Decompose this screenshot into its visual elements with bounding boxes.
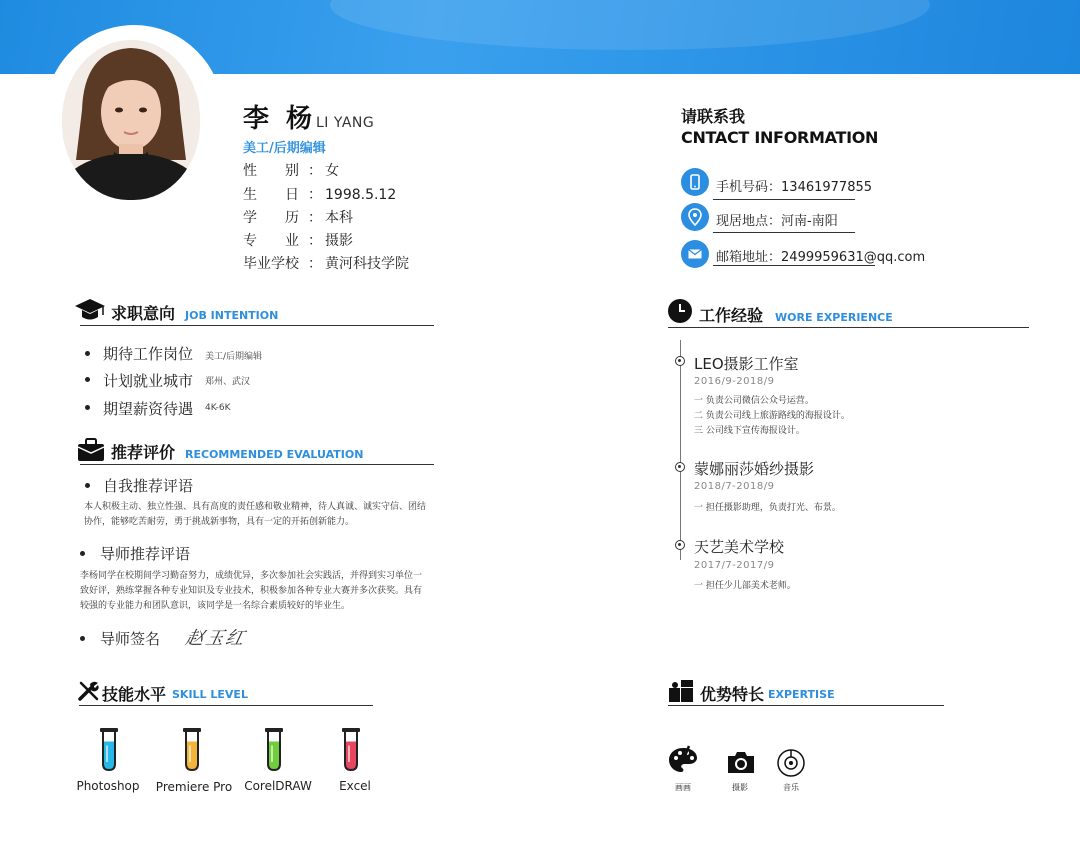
contact-label: 现居地点 [716, 214, 769, 229]
info-label: 性 别 [243, 163, 299, 179]
music-icon [776, 748, 806, 782]
bullet [80, 636, 85, 641]
timeline-line [680, 340, 681, 560]
skills-subtitle: SKILL LEVEL [172, 688, 248, 701]
colon: ： [308, 256, 322, 272]
mentor-eval-text-2: 致好评，熟练掌握各种专业知识及专业技术，积极参加各种专业大赛并多次获奖。具有 [80, 586, 423, 596]
colon: ： [308, 187, 322, 203]
expertise-label: 画画 [675, 783, 691, 792]
skill-level-fill [345, 742, 357, 771]
self-eval-text-2: 协作，能够吃苦耐劳，勇于挑战新事物，具有一定的开拓创新能力。 [84, 517, 355, 527]
info-birthday [243, 184, 396, 204]
info-gender [243, 160, 339, 180]
name: 李 杨 [243, 104, 317, 134]
exp-desc: 一 担任摄影助理，负责打光、布景。 [694, 503, 841, 513]
exp-desc: 三 公司线下宣传海报设计。 [694, 426, 805, 436]
mail-icon [681, 240, 709, 268]
info-education [243, 207, 353, 227]
exp-date: 2018/7-2018/9 [694, 481, 775, 492]
info-label: 毕业学校 [243, 256, 299, 272]
divider [713, 265, 875, 266]
bullet [85, 351, 90, 356]
timeline-dot [675, 462, 685, 472]
signature-title: 导师签名 [100, 630, 161, 648]
skill-label: CorelDRAW [244, 779, 312, 793]
info-school [243, 253, 409, 273]
exp-desc: 二 负责公司线上旅游路线的海报设计。 [694, 411, 850, 421]
clock-icon [667, 298, 693, 328]
skill-level-fill [268, 742, 280, 771]
puzzle-icon [668, 679, 694, 707]
skill-level-fill [186, 742, 198, 771]
bullet [85, 483, 90, 488]
job-item-label: 期待工作岗位 [103, 345, 194, 363]
job-item-value: 郑州、武汉 [205, 377, 251, 387]
exp-desc: 一 担任少儿部美术老师。 [694, 581, 796, 591]
colon: ： [308, 210, 322, 226]
exp-date: 2017/7-2017/9 [694, 560, 775, 571]
tools-icon [78, 680, 100, 706]
info-value: 1998.5.12 [325, 187, 397, 203]
job-intention-subtitle: JOB INTENTION [185, 309, 279, 322]
skill-tube-photoshop [98, 726, 120, 778]
section-divider [668, 705, 944, 706]
job-role: 美工/后期编辑 [243, 141, 326, 156]
bullet [80, 551, 85, 556]
section-divider [80, 464, 434, 465]
info-major [243, 230, 353, 250]
exp-company: LEO摄影工作室 [694, 355, 799, 373]
colon: ： [308, 233, 322, 249]
divider [713, 232, 855, 233]
skill-tube-coreldraw [263, 726, 285, 778]
self-eval-text-1: 本人积极主动、独立性强、具有高度的责任感和敬业精神，待人真诚、诚实守信、团结 [84, 502, 427, 512]
job-item-label: 计划就业城市 [103, 372, 194, 390]
bullet [85, 405, 90, 410]
skill-tube-premiere [181, 726, 203, 778]
self-eval-title: 自我推荐评语 [103, 477, 194, 495]
profile-photo [62, 40, 200, 200]
expertise-subtitle: EXPERTISE [768, 688, 835, 701]
section-divider [79, 705, 373, 706]
info-value: 摄影 [325, 233, 353, 249]
experience-subtitle: WORE EXPERIENCE [775, 311, 893, 324]
skill-label: Photoshop [76, 779, 140, 793]
job-intention-title: 求职意向 [111, 304, 176, 323]
info-label: 专 业 [243, 233, 299, 249]
phone-icon [681, 168, 709, 196]
info-value: 本科 [325, 210, 353, 226]
contact-label: 手机号码 [716, 180, 769, 195]
experience-title: 工作经验 [699, 306, 764, 325]
contact-value: 13461977855 [781, 180, 873, 195]
info-label: 生 日 [243, 187, 299, 203]
section-divider [80, 325, 434, 326]
contact-title: 请联系我 [681, 107, 746, 126]
exp-date: 2016/9-2018/9 [694, 376, 775, 387]
location-icon [681, 203, 709, 231]
exp-company: 天艺美术学校 [694, 538, 785, 556]
graduation-cap-icon [74, 298, 106, 326]
info-label: 学 历 [243, 210, 299, 226]
section-divider [668, 327, 1029, 328]
skill-tube-excel [340, 726, 362, 778]
contact-phone[interactable]: 手机号码：13461977855 [716, 180, 873, 195]
evaluation-subtitle: RECOMMENDED EVALUATION [185, 448, 364, 461]
mentor-eval-text-1: 李杨同学在校期间学习勤奋努力，成绩优异，多次参加社会实践活，并得到实习单位一 [80, 571, 423, 581]
mentor-eval-text-3: 较强的专业能力和团队意识，该同学是一名综合素质较好的毕业生。 [80, 601, 351, 611]
contact-value: 2499959631@qq.com [781, 250, 926, 265]
name-english: LI YANG [316, 115, 375, 131]
mentor-signature: 赵玉红 [183, 628, 248, 649]
exp-company: 蒙娜丽莎婚纱摄影 [694, 460, 815, 478]
expertise-label: 音乐 [783, 783, 799, 792]
timeline-dot [675, 540, 685, 550]
skill-level-fill [103, 742, 115, 771]
expertise-title: 优势特长 [700, 685, 765, 704]
timeline-dot [675, 356, 685, 366]
skills-title: 技能水平 [102, 685, 167, 704]
briefcase-icon [77, 438, 105, 466]
mentor-eval-title: 导师推荐评语 [100, 545, 191, 563]
bullet [85, 377, 90, 382]
evaluation-title: 推荐评价 [111, 443, 176, 462]
info-value: 黄河科技学院 [325, 256, 409, 272]
exp-desc: 一 负责公司微信公众号运营。 [694, 396, 814, 406]
skill-label: Excel [339, 779, 371, 793]
palette-icon [667, 744, 699, 780]
job-item-value: 美工/后期编辑 [205, 352, 263, 362]
job-item-value: 4K-6K [205, 403, 231, 413]
camera-icon [726, 749, 756, 779]
skill-label: Premiere Pro [155, 780, 233, 794]
contact-label: 邮箱地址 [716, 250, 769, 265]
contact-value: 河南-南阳 [781, 214, 838, 229]
info-value: 女 [325, 163, 339, 179]
colon: ： [308, 163, 322, 179]
contact-location: 现居地点：河南-南阳 [716, 214, 838, 229]
job-item-label: 期望薪资待遇 [103, 400, 194, 418]
expertise-label: 摄影 [732, 783, 748, 792]
contact-subtitle: CNTACT INFORMATION [681, 128, 879, 147]
divider [713, 199, 855, 200]
contact-email[interactable]: 邮箱地址：2499959631@qq.com [716, 250, 926, 265]
